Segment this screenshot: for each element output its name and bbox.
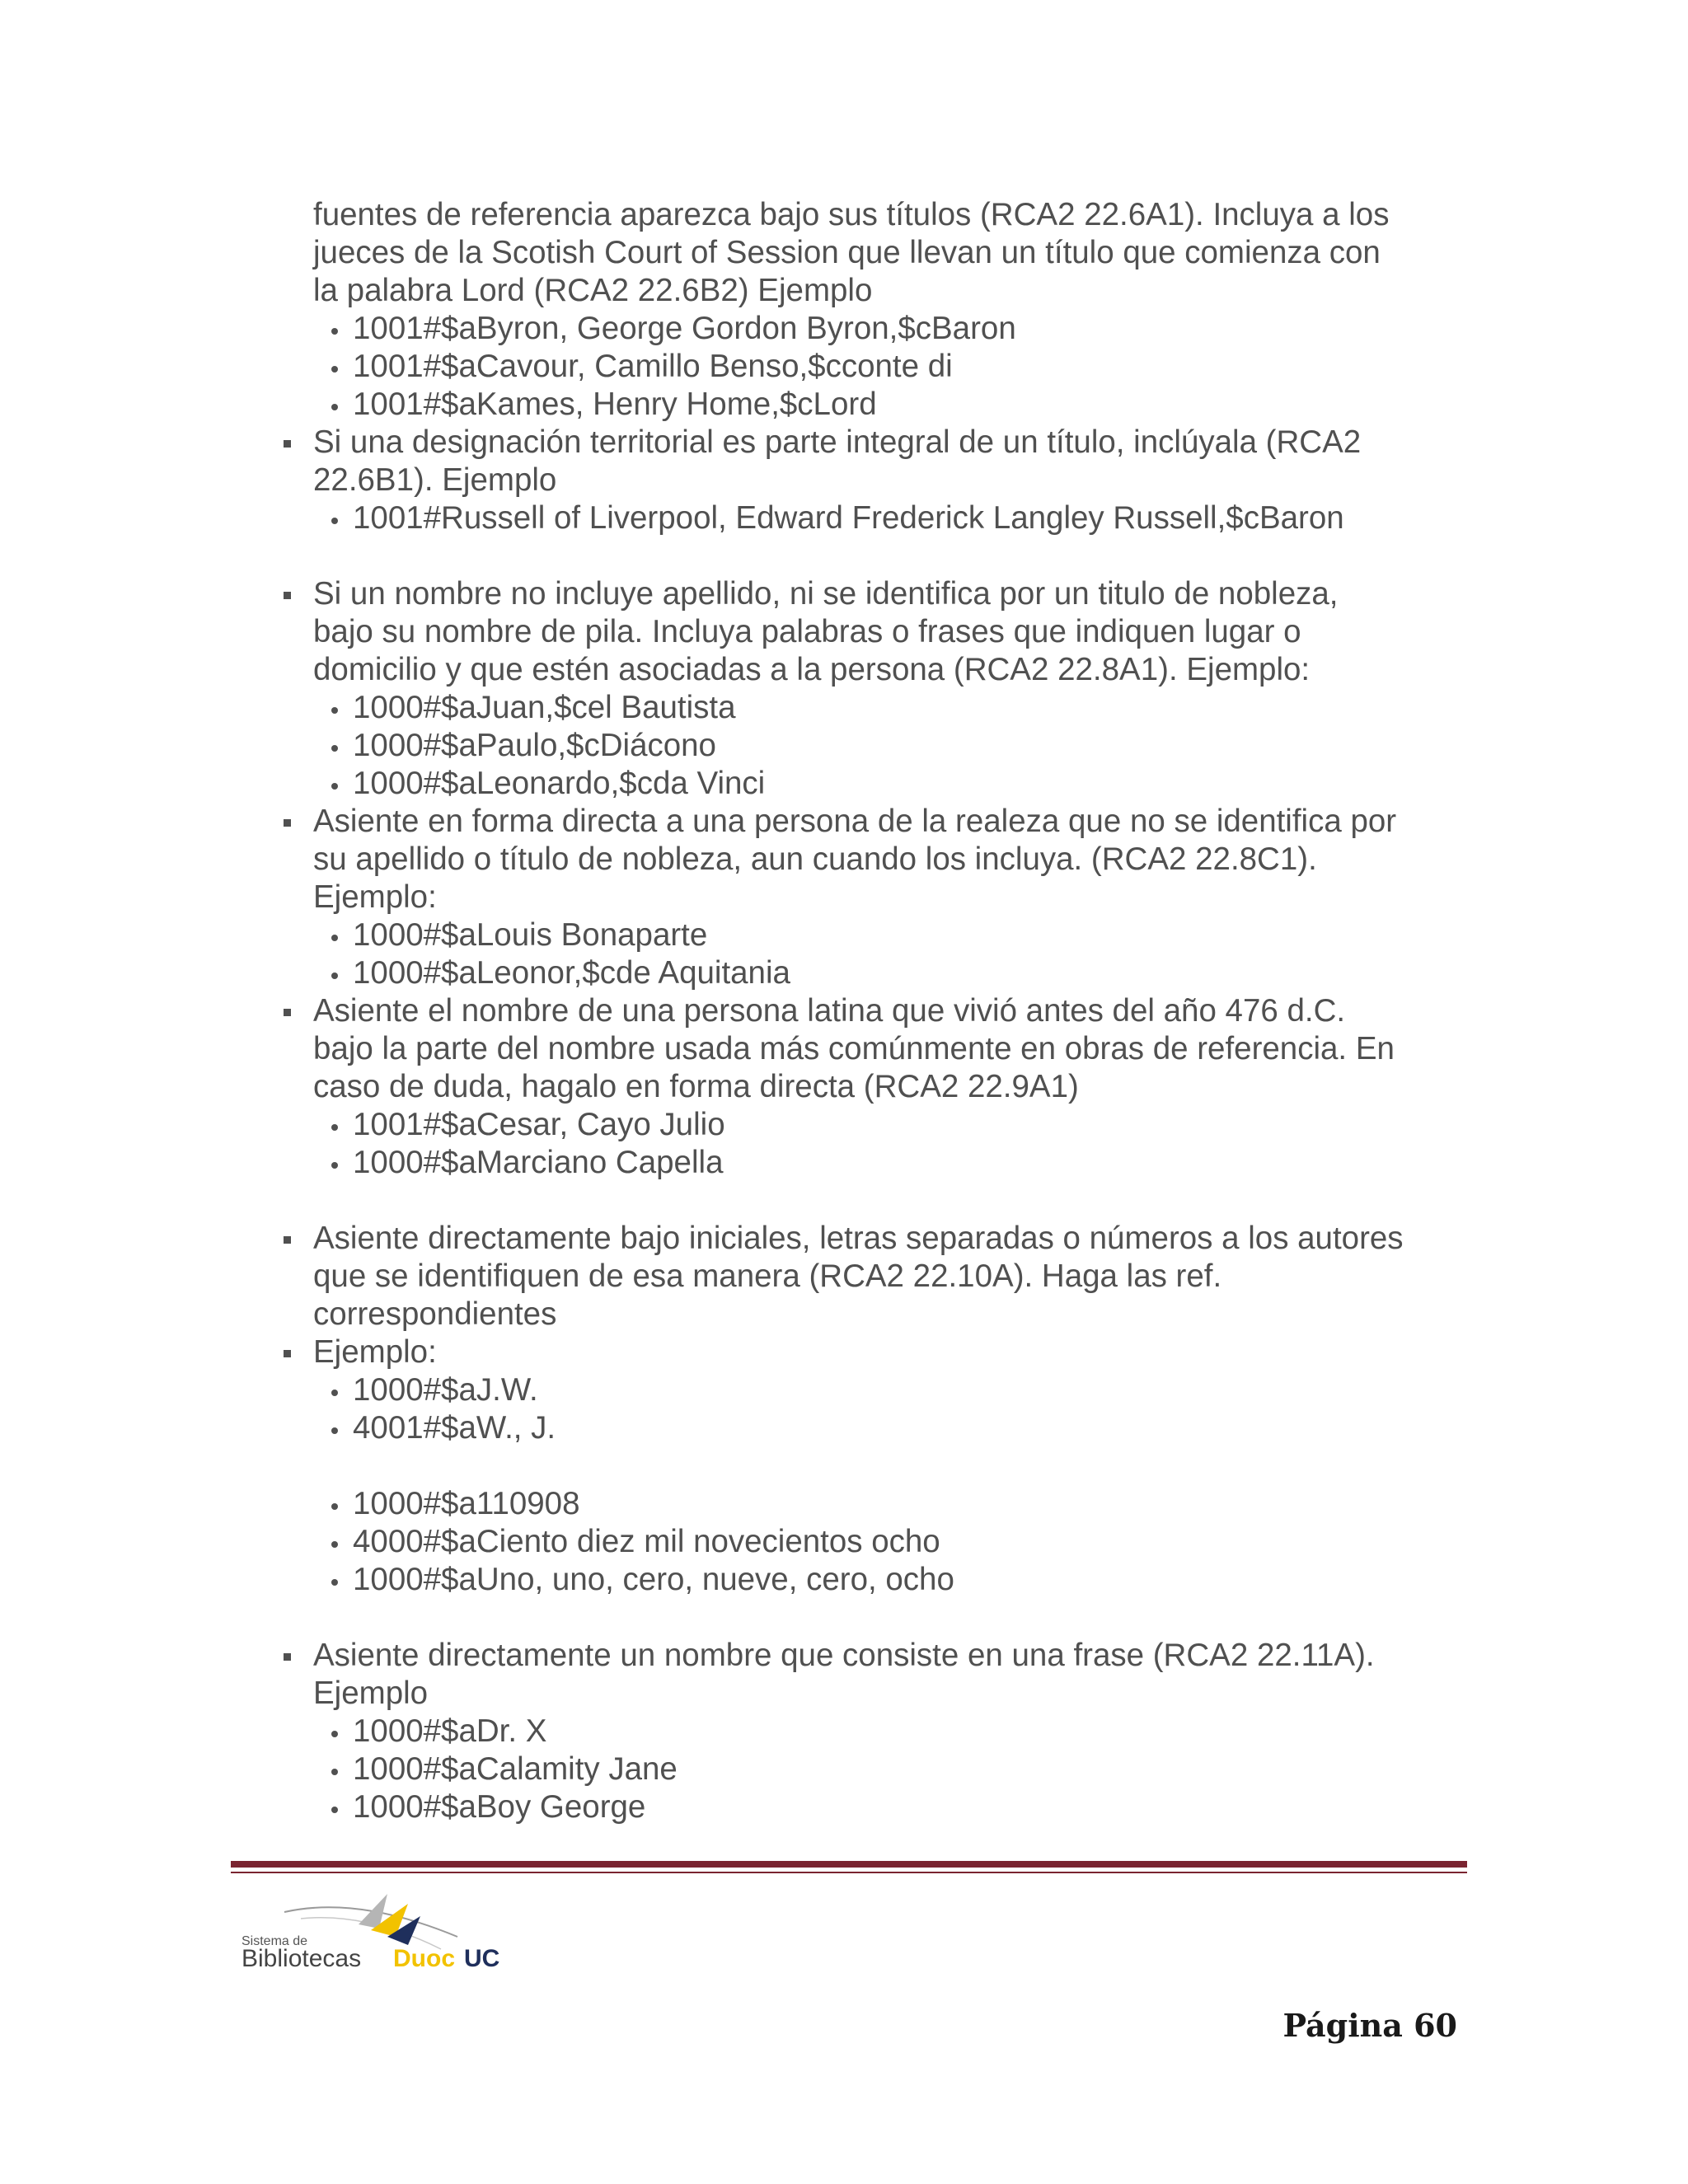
blank-line [313, 1599, 1467, 1637]
document-body [313, 196, 1467, 1826]
rule-line: Asiente directamente bajo iniciales, letras separadas o números a los autores [313, 1221, 1404, 1256]
example-item [313, 1106, 1467, 1144]
example-text: 1001#$aCesar, Cayo Julio [353, 1107, 725, 1142]
rule-line: correspondientes [313, 1296, 557, 1332]
rule-line: que se identifiquen de esa manera (RCA2 22.10A). Haga las ref. [313, 1258, 1222, 1294]
round-bullet-icon [331, 935, 338, 941]
example-item [313, 954, 1467, 992]
round-bullet-icon [331, 1807, 338, 1813]
example-item [313, 1144, 1467, 1182]
rule-line: Ejemplo [313, 1675, 429, 1711]
example-text: 1000#$aLouis Bonaparte [353, 917, 708, 953]
square-bullet-icon [284, 440, 291, 448]
example-text: 1000#$aCalamity Jane [353, 1751, 678, 1787]
rule-line: bajo su nombre de pila. Incluya palabras o frases que indiquen lugar o [313, 614, 1301, 649]
bibliotecas-duocuc-logo [235, 1879, 581, 1978]
example-item [313, 499, 1467, 537]
square-bullet-icon [284, 1236, 291, 1244]
logo-main-text: Bibliotecas [241, 1945, 362, 1972]
example-item [313, 1485, 1467, 1523]
example-text: 1000#$a110908 [353, 1486, 580, 1521]
square-bullet-icon [284, 592, 291, 599]
round-bullet-icon [331, 328, 338, 335]
rule-line: su apellido o título de nobleza, aun cuando los incluya. (RCA2 22.8C1). [313, 841, 1317, 877]
example-text: 1001#$aKames, Henry Home,$cLord [353, 387, 877, 422]
example-text: 1001#$aByron, George Gordon Byron,$cBaron [353, 311, 1016, 346]
example-item [313, 348, 1467, 386]
round-bullet-icon [331, 1390, 338, 1396]
example-item [313, 916, 1467, 954]
rule-line: 22.6B1). Ejemplo [313, 462, 557, 498]
example-item [313, 765, 1467, 803]
example-text: 1000#$aJuan,$cel Bautista [353, 690, 736, 725]
rule-line: Ejemplo: [313, 879, 437, 915]
square-bullet-icon [284, 1350, 291, 1357]
example-text: 1001#Russell of Liverpool, Edward Frederick Langley Russell,$cBaron [353, 500, 1344, 536]
example-text: 1000#$aLeonor,$cde Aquitania [353, 955, 790, 991]
rule-item [313, 1333, 1467, 1371]
logo-small-text: Sistema de [241, 1934, 308, 1948]
example-item [313, 1447, 1467, 1485]
rule-line: caso de duda, hagalo en forma directa (RCA2 22.9A1) [313, 1069, 1079, 1104]
rule-item [313, 575, 1467, 689]
example-item [313, 1409, 1467, 1447]
round-bullet-icon [331, 1769, 338, 1775]
example-text: 1000#$aUno, uno, cero, nueve, cero, ocho [353, 1562, 954, 1597]
intro-line: la palabra Lord (RCA2 22.6B2) Ejemplo [313, 273, 873, 308]
example-item [313, 1561, 1467, 1599]
example-item [313, 727, 1467, 765]
round-bullet-icon [331, 1579, 338, 1586]
example-item [313, 1371, 1467, 1409]
rule-line: domicilio y que estén asociadas a la persona (RCA2 22.8A1). Ejemplo: [313, 652, 1311, 687]
rule-item [313, 1220, 1467, 1333]
example-item [313, 310, 1467, 348]
round-bullet-icon [331, 1541, 338, 1548]
footer-rule-thin [231, 1872, 1467, 1873]
rule-line: Asiente directamente un nombre que consiste en una frase (RCA2 22.11A). [313, 1638, 1375, 1673]
square-bullet-icon [284, 819, 291, 827]
round-bullet-icon [331, 366, 338, 373]
logo-brand-uc: UC [464, 1945, 500, 1972]
example-text: 4000#$aCiento diez mil novecientos ocho [353, 1524, 940, 1559]
example-text: 1000#$aLeonardo,$cda Vinci [353, 766, 766, 801]
rule-line: bajo la parte del nombre usada más comúnmente en obras de referencia. En [313, 1031, 1395, 1066]
round-bullet-icon [331, 745, 338, 752]
page-number: Página 60 [1282, 2007, 1457, 2044]
rule-item [313, 992, 1467, 1106]
logo-brand-duoc: Duoc [393, 1945, 455, 1972]
footer-rule-thick [231, 1861, 1467, 1868]
intro-line: fuentes de referencia aparezca bajo sus títulos (RCA2 22.6A1). Incluya a los [313, 197, 1390, 232]
round-bullet-icon [331, 707, 338, 714]
rule-line: Asiente en forma directa a una persona de la realeza que no se identifica por [313, 804, 1397, 839]
rule-item [313, 803, 1467, 916]
example-text: 1000#$aPaulo,$cDiácono [353, 728, 716, 763]
example-text: 1000#$aBoy George [353, 1789, 646, 1825]
example-item [313, 1788, 1467, 1826]
square-bullet-icon [284, 1653, 291, 1661]
example-item [313, 689, 1467, 727]
round-bullet-icon [331, 972, 338, 979]
example-text: 1001#$aCavour, Camillo Benso,$cconte di [353, 349, 953, 384]
example-text: 1000#$aMarciano Capella [353, 1145, 724, 1180]
intro-line: jueces de la Scotish Court of Session que llevan un título que comienza con [313, 235, 1381, 270]
round-bullet-icon [331, 404, 338, 410]
blank-line [313, 537, 1467, 575]
round-bullet-icon [331, 1503, 338, 1510]
rule-line: Ejemplo: [313, 1334, 437, 1370]
round-bullet-icon [331, 1162, 338, 1169]
square-bullet-icon [284, 1009, 291, 1016]
round-bullet-icon [331, 1731, 338, 1737]
rule-item [313, 424, 1467, 499]
example-item [313, 1713, 1467, 1750]
example-item [313, 1523, 1467, 1561]
rule-line: Asiente el nombre de una persona latina que vivió antes del año 476 d.C. [313, 993, 1346, 1029]
example-text: 1000#$aJ.W. [353, 1372, 538, 1408]
round-bullet-icon [331, 1124, 338, 1131]
example-text: 1000#$aDr. X [353, 1713, 547, 1749]
round-bullet-icon [331, 518, 338, 524]
rule-line: Si un nombre no incluye apellido, ni se identifica por un titulo de nobleza, [313, 576, 1339, 612]
example-item [313, 386, 1467, 424]
example-item [313, 1750, 1467, 1788]
rule-item [313, 1637, 1467, 1713]
rule-line: Si una designación territorial es parte integral de un título, inclúyala (RCA2 [313, 424, 1362, 460]
round-bullet-icon [331, 1427, 338, 1434]
round-bullet-icon [331, 783, 338, 790]
example-text: 4001#$aW., J. [353, 1410, 556, 1446]
blank-line [313, 1182, 1467, 1220]
